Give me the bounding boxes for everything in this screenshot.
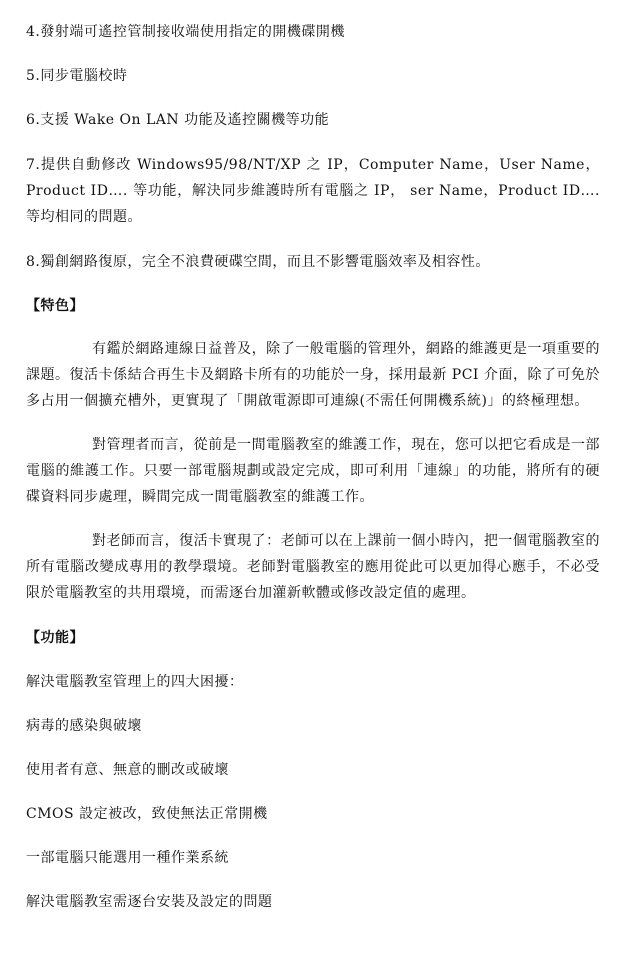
list-item-4: 4.發射端可遙控管制接收端使用指定的開機碟開機 <box>26 24 345 40</box>
list-item-5: 5.同步電腦校時 <box>26 68 128 84</box>
functions-item: 一部電腦只能選用一種作業系統 <box>26 850 229 866</box>
functions-heading: 【功能】 <box>26 630 84 646</box>
functions-item: 使用者有意、無意的刪改或破壞 <box>26 762 229 778</box>
features-paragraph-1: 有鑑於網路連線日益普及，除了一般電腦的管理外，網路的維護更是一項重要的課題。復活卡係結合再生卡及網路卡所有的功能於一身，採用最新 PCI 介面，除了可免於多占用一個擴充槽外，更實現了「開啟電源即可連線(不需任何開機系統)」的終極理想。 <box>26 341 600 409</box>
list-item-8: 8.獨創網路復原，完全不浪費硬碟空間，而且不影響電腦效率及相容性。 <box>26 254 490 270</box>
list-item-6: 6.支援 Wake On LAN 功能及遙控關機等功能 <box>26 112 330 128</box>
features-paragraph-3: 對老師而言，復活卡實現了：老師可以在上課前一個小時內，把一個電腦教室的所有電腦改變成專用的教學環境。老師對電腦教室的應用從此可以更加得心應手，不必受限於電腦教室的共用環境，而需逐台加灌新軟體或修改設定值的處理。 <box>26 533 600 601</box>
features-paragraph-2: 對管理者而言，從前是一間電腦教室的維護工作，現在，您可以把它看成是一部電腦的維護工作。只要一部電腦規劃或設定完成，即可利用「連線」的功能，將所有的硬碟資料同步處理，瞬間完成一間電腦教室的維護工作。 <box>26 437 600 505</box>
functions-item: 病毒的感染與破壞 <box>26 718 142 734</box>
functions-item: 解決電腦教室需逐台安裝及設定的問題 <box>26 894 273 910</box>
functions-intro: 解決電腦教室管理上的四大困擾： <box>26 674 244 690</box>
list-item-7: 7.提供自動修改 Windows95/98/NT/XP 之 IP，Computer Name，User Name，Product ID…. 等功能，解決同步維護時所有電腦之 IP， ser Name，Product ID…. 等均相同的問題。 <box>26 157 600 225</box>
functions-item: CMOS 設定被改，致使無法正常開機 <box>26 806 268 822</box>
features-heading: 【特色】 <box>26 298 84 314</box>
